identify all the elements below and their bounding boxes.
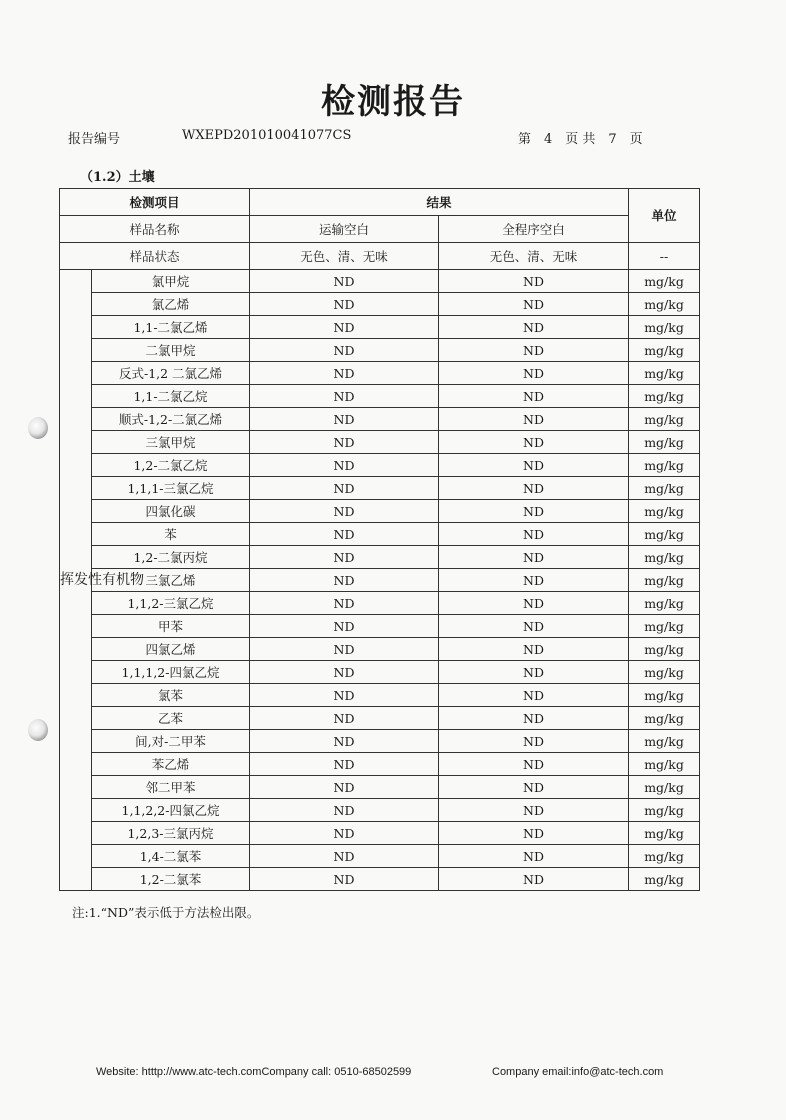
result-transport-blank: ND xyxy=(250,661,439,684)
analyte-name: 三氯乙烯 xyxy=(92,569,250,592)
unit-cell: mg/kg xyxy=(629,684,700,707)
sample-state-2: 无色、清、无味 xyxy=(439,243,629,270)
result-full-procedure-blank: ND xyxy=(439,500,629,523)
table-row xyxy=(60,799,700,822)
result-full-procedure-blank: ND xyxy=(439,546,629,569)
result-full-procedure-blank: ND xyxy=(439,569,629,592)
result-transport-blank: ND xyxy=(250,477,439,500)
table-row xyxy=(60,615,700,638)
footnote: 注:1.“ND”表示低于方法检出限。 xyxy=(72,905,260,920)
result-transport-blank: ND xyxy=(250,569,439,592)
result-full-procedure-blank: ND xyxy=(439,707,629,730)
result-transport-blank: ND xyxy=(250,615,439,638)
result-full-procedure-blank: ND xyxy=(439,661,629,684)
result-transport-blank: ND xyxy=(250,776,439,799)
table-row xyxy=(60,316,700,339)
result-full-procedure-blank: ND xyxy=(439,408,629,431)
result-transport-blank: ND xyxy=(250,638,439,661)
table-row xyxy=(60,661,700,684)
analyte-name: 1,1-二氯乙烯 xyxy=(92,316,250,339)
unit-cell: mg/kg xyxy=(629,753,700,776)
unit-cell: mg/kg xyxy=(629,707,700,730)
analyte-name: 氯乙烯 xyxy=(92,293,250,316)
unit-cell: mg/kg xyxy=(629,408,700,431)
unit-cell: mg/kg xyxy=(629,845,700,868)
analyte-name: 苯乙烯 xyxy=(92,753,250,776)
unit-cell: mg/kg xyxy=(629,270,700,293)
result-transport-blank: ND xyxy=(250,523,439,546)
unit-cell: mg/kg xyxy=(629,431,700,454)
analyte-name: 间,对-二甲苯 xyxy=(92,730,250,753)
analyte-name: 甲苯 xyxy=(92,615,250,638)
result-full-procedure-blank: ND xyxy=(439,753,629,776)
table-row xyxy=(60,638,700,661)
table-row xyxy=(60,523,700,546)
result-transport-blank: ND xyxy=(250,684,439,707)
unit-cell: mg/kg xyxy=(629,362,700,385)
analyte-name: 氯甲烷 xyxy=(92,270,250,293)
table-row xyxy=(60,684,700,707)
result-transport-blank: ND xyxy=(250,408,439,431)
unit-cell: mg/kg xyxy=(629,339,700,362)
result-transport-blank: ND xyxy=(250,753,439,776)
unit-cell: mg/kg xyxy=(629,500,700,523)
result-transport-blank: ND xyxy=(250,293,439,316)
analyte-name: 1,1,2,2-四氯乙烷 xyxy=(92,799,250,822)
table-row xyxy=(60,270,700,293)
result-transport-blank: ND xyxy=(250,500,439,523)
table-row xyxy=(60,431,700,454)
report-title: 检测报告 xyxy=(321,82,465,122)
result-full-procedure-blank: ND xyxy=(439,822,629,845)
result-transport-blank: ND xyxy=(250,730,439,753)
analyte-name: 四氯乙烯 xyxy=(92,638,250,661)
table-row xyxy=(60,293,700,316)
analyte-name: 1,2-二氯苯 xyxy=(92,868,250,891)
unit-cell: mg/kg xyxy=(629,615,700,638)
table-row xyxy=(60,454,700,477)
table-row xyxy=(60,868,700,891)
results-table xyxy=(59,188,700,891)
table-row xyxy=(60,730,700,753)
table-row xyxy=(60,592,700,615)
analyte-name: 乙苯 xyxy=(92,707,250,730)
result-full-procedure-blank: ND xyxy=(439,339,629,362)
table-row xyxy=(60,362,700,385)
analyte-name: 1,1,1-三氯乙烷 xyxy=(92,477,250,500)
result-full-procedure-blank: ND xyxy=(439,270,629,293)
table-row xyxy=(60,753,700,776)
unit-cell: mg/kg xyxy=(629,477,700,500)
sample-name-2: 全程序空白 xyxy=(439,216,629,243)
analyte-name: 四氯化碳 xyxy=(92,500,250,523)
unit-cell: mg/kg xyxy=(629,638,700,661)
result-full-procedure-blank: ND xyxy=(439,362,629,385)
analyte-name: 1,2,3-三氯丙烷 xyxy=(92,822,250,845)
result-full-procedure-blank: ND xyxy=(439,845,629,868)
unit-cell: mg/kg xyxy=(629,385,700,408)
unit-header: 单位 xyxy=(629,189,700,243)
unit-cell: mg/kg xyxy=(629,569,700,592)
unit-cell: mg/kg xyxy=(629,592,700,615)
analyte-name: 氯苯 xyxy=(92,684,250,707)
table-row xyxy=(60,776,700,799)
sample-state-unit: -- xyxy=(629,243,700,270)
unit-cell: mg/kg xyxy=(629,293,700,316)
result-full-procedure-blank: ND xyxy=(439,454,629,477)
table-row xyxy=(60,339,700,362)
result-transport-blank: ND xyxy=(250,339,439,362)
report-number: WXEPD201010041077CS xyxy=(182,128,352,143)
result-full-procedure-blank: ND xyxy=(439,316,629,339)
analyte-name: 1,1,2-三氯乙烷 xyxy=(92,592,250,615)
result-full-procedure-blank: ND xyxy=(439,730,629,753)
footer-website-phone: Website: htttp://www.atc-tech.comCompany call: 0510-68502599 xyxy=(96,1066,412,1078)
result-full-procedure-blank: ND xyxy=(439,799,629,822)
result-full-procedure-blank: ND xyxy=(439,638,629,661)
result-full-procedure-blank: ND xyxy=(439,592,629,615)
result-transport-blank: ND xyxy=(250,707,439,730)
table-row xyxy=(60,500,700,523)
unit-cell: mg/kg xyxy=(629,316,700,339)
result-transport-blank: ND xyxy=(250,431,439,454)
result-transport-blank: ND xyxy=(250,868,439,891)
punch-hole-top xyxy=(28,417,48,439)
result-full-procedure-blank: ND xyxy=(439,431,629,454)
result-full-procedure-blank: ND xyxy=(439,293,629,316)
result-full-procedure-blank: ND xyxy=(439,776,629,799)
punch-hole-bottom xyxy=(28,719,48,741)
analyte-name: 反式-1,2 二氯乙烯 xyxy=(92,362,250,385)
footer-email: Company email:info@atc-tech.com xyxy=(492,1066,664,1078)
result-transport-blank: ND xyxy=(250,845,439,868)
result-full-procedure-blank: ND xyxy=(439,385,629,408)
unit-cell: mg/kg xyxy=(629,661,700,684)
section-heading: （1.2）土壤 xyxy=(80,170,155,185)
table-row xyxy=(60,569,700,592)
sample-state-1: 无色、清、无味 xyxy=(250,243,439,270)
result-transport-blank: ND xyxy=(250,270,439,293)
table-row xyxy=(60,845,700,868)
table-row xyxy=(60,408,700,431)
result-full-procedure-blank: ND xyxy=(439,477,629,500)
result-transport-blank: ND xyxy=(250,822,439,845)
table-row xyxy=(60,385,700,408)
table-row xyxy=(60,822,700,845)
result-full-procedure-blank: ND xyxy=(439,615,629,638)
result-transport-blank: ND xyxy=(250,454,439,477)
unit-cell: mg/kg xyxy=(629,454,700,477)
unit-cell: mg/kg xyxy=(629,822,700,845)
sample-name-label: 样品名称 xyxy=(60,216,250,243)
result-transport-blank: ND xyxy=(250,362,439,385)
unit-cell: mg/kg xyxy=(629,523,700,546)
analyte-name: 1,1,1,2-四氯乙烷 xyxy=(92,661,250,684)
unit-cell: mg/kg xyxy=(629,799,700,822)
unit-cell: mg/kg xyxy=(629,776,700,799)
analyte-name: 三氯甲烷 xyxy=(92,431,250,454)
analyte-name: 邻二甲苯 xyxy=(92,776,250,799)
unit-cell: mg/kg xyxy=(629,730,700,753)
table-row xyxy=(60,546,700,569)
analyte-name: 苯 xyxy=(92,523,250,546)
item-header: 检测项目 xyxy=(60,189,250,216)
analyte-name: 顺式-1,2-二氯乙烯 xyxy=(92,408,250,431)
sample-state-label: 样品状态 xyxy=(60,243,250,270)
result-full-procedure-blank: ND xyxy=(439,868,629,891)
result-header: 结果 xyxy=(250,189,629,216)
page-info: 第 4 页 共 7 页 xyxy=(518,132,643,147)
table-row xyxy=(60,477,700,500)
report-number-label: 报告编号 xyxy=(68,132,121,147)
result-full-procedure-blank: ND xyxy=(439,523,629,546)
result-transport-blank: ND xyxy=(250,592,439,615)
result-transport-blank: ND xyxy=(250,546,439,569)
group-label: 挥发性有机物 xyxy=(60,270,92,891)
unit-cell: mg/kg xyxy=(629,546,700,569)
unit-cell: mg/kg xyxy=(629,868,700,891)
analyte-name: 1,2-二氯乙烷 xyxy=(92,454,250,477)
result-transport-blank: ND xyxy=(250,799,439,822)
result-full-procedure-blank: ND xyxy=(439,684,629,707)
result-transport-blank: ND xyxy=(250,385,439,408)
table-row xyxy=(60,707,700,730)
analyte-name: 二氯甲烷 xyxy=(92,339,250,362)
analyte-name: 1,2-二氯丙烷 xyxy=(92,546,250,569)
analyte-name: 1,4-二氯苯 xyxy=(92,845,250,868)
analyte-name: 1,1-二氯乙烷 xyxy=(92,385,250,408)
sample-name-1: 运输空白 xyxy=(250,216,439,243)
result-transport-blank: ND xyxy=(250,316,439,339)
